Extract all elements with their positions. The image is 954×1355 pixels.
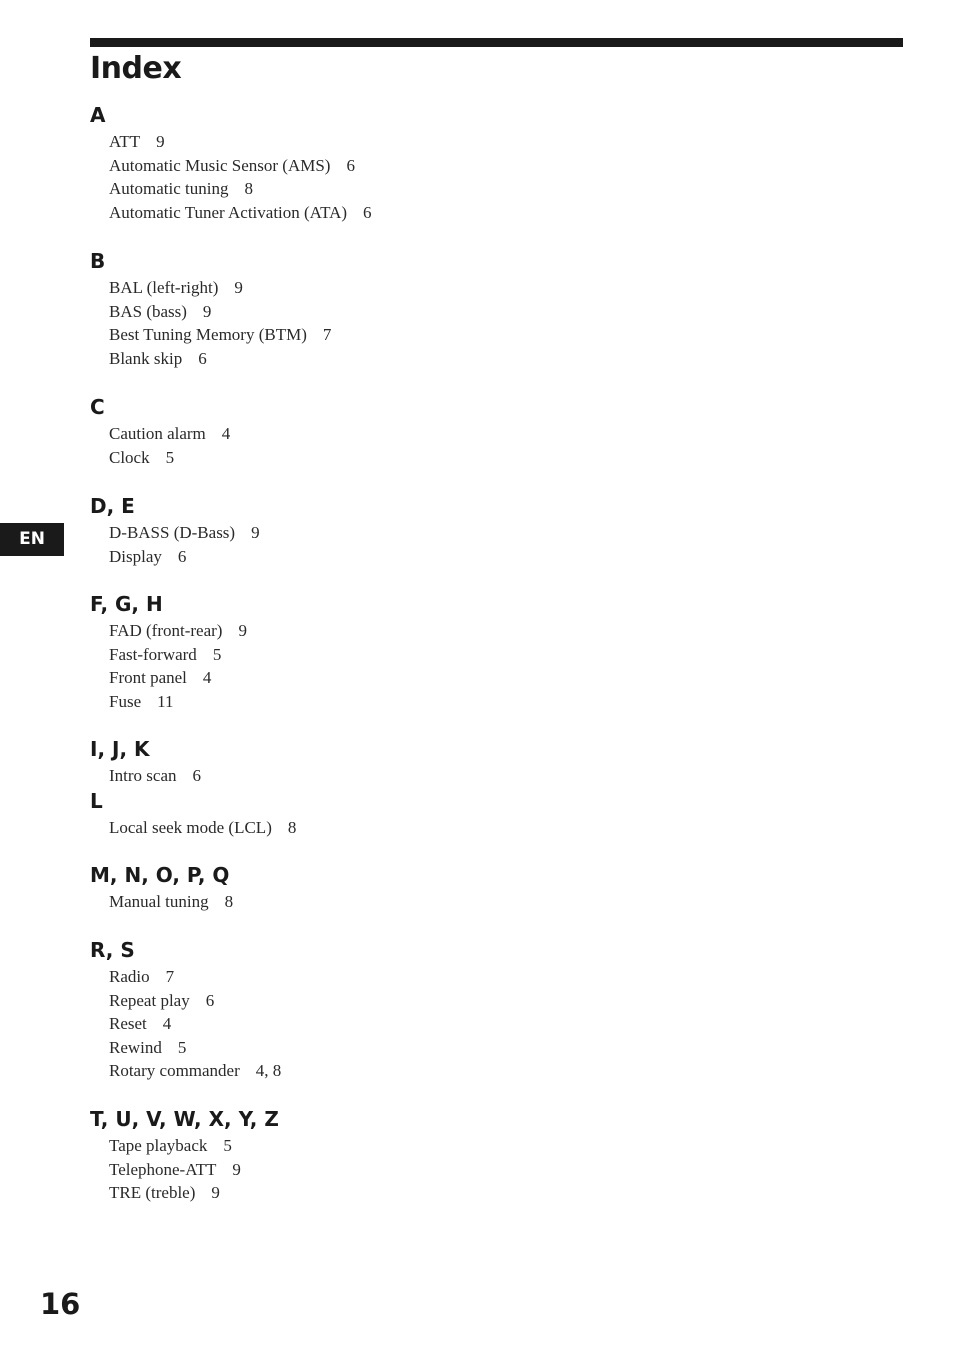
entry-list xyxy=(109,276,331,370)
entry-term: Rewind xyxy=(109,1037,162,1057)
entry-page: 4 xyxy=(202,668,212,688)
entry-list xyxy=(109,422,230,469)
entry-page: 9 xyxy=(202,301,212,321)
entry-list xyxy=(109,890,233,914)
header-rule xyxy=(90,38,903,47)
entry-page: 7 xyxy=(165,967,175,986)
entry-term: Fuse xyxy=(109,691,142,711)
index-section xyxy=(90,395,230,469)
entry-term: Automatic tuning xyxy=(109,179,229,199)
entry-page: 7 xyxy=(322,325,332,345)
entry-term: Caution alarm xyxy=(109,424,206,443)
index-section xyxy=(90,103,372,224)
section-heading: L xyxy=(90,789,103,813)
entry-page: 6 xyxy=(177,546,187,566)
index-entry xyxy=(109,347,331,371)
entry-page: 4 xyxy=(221,424,231,443)
entry-term: Rotary commander xyxy=(109,1061,240,1081)
entry-page: 9 xyxy=(234,278,243,297)
entry-page: 9 xyxy=(211,1183,220,1203)
section-heading: F, G, H xyxy=(90,592,163,616)
entry-term: Tape playback xyxy=(109,1136,208,1155)
entry-term: Fast-forward xyxy=(109,644,197,664)
index-entry xyxy=(109,446,230,470)
section-heading: I, J, K xyxy=(90,737,150,761)
index-entry xyxy=(109,422,230,446)
entry-list xyxy=(109,965,281,1083)
entry-page: 6 xyxy=(192,766,202,785)
entry-page: 8 xyxy=(244,179,253,199)
index-entry xyxy=(109,764,201,788)
entry-page: 5 xyxy=(165,447,175,467)
entry-page: 9 xyxy=(251,523,260,542)
entry-page: 5 xyxy=(212,644,222,664)
entry-page: 9 xyxy=(232,1159,241,1179)
entry-page: 9 xyxy=(238,621,247,640)
index-entry xyxy=(109,643,247,667)
section-heading: R, S xyxy=(90,938,135,962)
entry-term: Intro scan xyxy=(109,766,177,785)
index-entry xyxy=(109,276,331,300)
index-entry xyxy=(109,690,247,714)
section-heading: C xyxy=(90,395,105,419)
entry-page: 6 xyxy=(346,155,355,175)
entry-page: 5 xyxy=(223,1136,232,1155)
entry-page: 5 xyxy=(177,1037,187,1057)
entry-term: TRE (treble) xyxy=(109,1183,196,1203)
entry-list xyxy=(109,130,372,224)
index-section xyxy=(90,863,233,914)
index-entry xyxy=(109,177,372,201)
entry-page: 11 xyxy=(157,691,174,711)
index-section xyxy=(90,938,281,1083)
entry-list xyxy=(109,764,201,788)
index-entry xyxy=(109,130,372,154)
entry-page: 6 xyxy=(363,202,372,222)
index-section xyxy=(90,737,201,788)
entry-term: Automatic Music Sensor (AMS) xyxy=(109,155,331,175)
entry-list xyxy=(109,1134,279,1205)
entry-page: 4 xyxy=(162,1014,172,1034)
entry-term: Repeat play xyxy=(109,990,190,1010)
section-heading: D, E xyxy=(90,494,135,518)
index-entry xyxy=(109,1181,279,1205)
entry-term: ATT xyxy=(109,132,141,151)
index-entry xyxy=(109,666,247,690)
entry-term: D-BASS (D-Bass) xyxy=(109,523,236,542)
index-entry xyxy=(109,521,260,545)
entry-term: Radio xyxy=(109,967,150,986)
index-entry xyxy=(109,816,296,840)
index-section xyxy=(90,789,296,840)
entry-term: Clock xyxy=(109,447,150,467)
entry-page: 9 xyxy=(156,132,165,151)
entry-list xyxy=(109,619,247,713)
index-section xyxy=(90,1107,279,1205)
index-entry xyxy=(109,1158,279,1182)
index-entry xyxy=(109,1059,281,1083)
entry-list xyxy=(109,816,296,840)
section-heading: A xyxy=(90,103,106,127)
entry-term: Display xyxy=(109,546,162,566)
index-entry xyxy=(109,965,281,989)
entry-term: Blank skip xyxy=(109,348,183,368)
section-heading: M, N, O, P, Q xyxy=(90,863,230,887)
entry-page: 6 xyxy=(205,990,215,1010)
entry-term: Best Tuning Memory (BTM) xyxy=(109,325,307,345)
index-entry xyxy=(109,1012,281,1036)
entry-page: 8 xyxy=(224,892,234,911)
index-entry xyxy=(109,300,331,324)
index-section xyxy=(90,592,247,713)
index-entry xyxy=(109,1036,281,1060)
entry-term: Telephone-ATT xyxy=(109,1159,217,1179)
index-entry xyxy=(109,201,372,225)
entry-page: 8 xyxy=(287,818,297,837)
index-entry xyxy=(109,619,247,643)
entry-term: Front panel xyxy=(109,668,187,688)
entry-term: Automatic Tuner Activation (ATA) xyxy=(109,202,348,222)
entry-term: BAS (bass) xyxy=(109,301,187,321)
index-section xyxy=(90,249,331,370)
entry-page: 6 xyxy=(198,348,207,368)
index-entry xyxy=(109,154,372,178)
index-entry xyxy=(109,890,233,914)
page-title: Index xyxy=(90,51,182,86)
index-entry xyxy=(109,989,281,1013)
entry-term: FAD (front-rear) xyxy=(109,621,223,640)
language-tab: EN xyxy=(0,523,64,556)
section-heading: B xyxy=(90,249,106,273)
index-entry xyxy=(109,545,260,569)
section-heading: T, U, V, W, X, Y, Z xyxy=(90,1107,279,1131)
page-number: 16 xyxy=(40,1287,81,1321)
entry-page: 4, 8 xyxy=(255,1061,282,1081)
entry-term: BAL (left-right) xyxy=(109,278,219,297)
entry-term: Manual tuning xyxy=(109,892,209,911)
index-entry xyxy=(109,1134,279,1158)
entry-term: Reset xyxy=(109,1014,147,1034)
entry-term: Local seek mode (LCL) xyxy=(109,818,272,837)
index-entry xyxy=(109,323,331,347)
entry-list xyxy=(109,521,260,568)
index-section xyxy=(90,494,260,568)
